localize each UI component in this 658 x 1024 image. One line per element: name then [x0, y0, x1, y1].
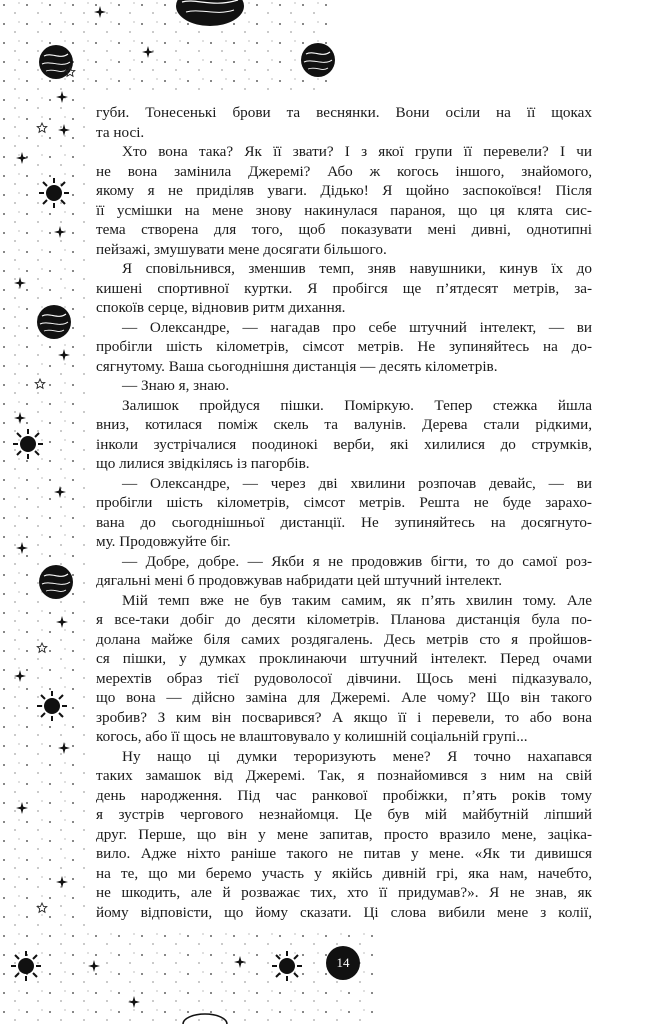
planet-icon [39, 565, 73, 599]
text-line: тема створена для того, щоб показувати мені дивні, однотипні [96, 221, 592, 238]
text-line: та носі. [96, 123, 145, 141]
text-line: губи. Тонесенькі брови та веснянки. Вони осіли на її щоках [96, 104, 592, 121]
text-line: Мій темп вже не був таким самим, як п’ять хвилин тому. Але [122, 591, 592, 609]
body-text [96, 103, 592, 922]
text-line: му. Продовжуйте біг. [96, 533, 231, 550]
text-line: пробігли шість кілометрів, сімсот метрів. Решта не буде зарахо- [96, 494, 592, 511]
text-line: — Знаю я, знаю. [122, 377, 230, 394]
text-line: — Олександре, — нагадав про себе штучний інтелект, — ви [122, 318, 592, 336]
sun-icon [272, 951, 302, 981]
text-line: пейзажі, змушувати мене досягати більшого. [96, 240, 387, 258]
text-line: долана майже біля самих роздягалень. Десь метрів сто я пройшов- [96, 630, 592, 648]
text-line: день народження. Під час ранкової пробіжки, п’ять років тому [96, 786, 592, 804]
text-line: зробив? З ким він посварився? А якщо її і перевели, то або вона [96, 708, 592, 726]
text-line: я зустрів чергового незнайомця. Це був мій майбутній ліпший [96, 806, 592, 823]
text-line: ся пішки, у думках проклинаючи штучний інтелект. Перед очами [96, 650, 592, 667]
text-line: кишені спортивної куртки. Я пробігся ще п’ятдесят метрів, за- [96, 279, 592, 297]
text-line: вана до сьогоднішньої дистанції. Не зупиняйтесь на досягнуто- [96, 513, 592, 531]
text-line: Ну нащо ці думки тероризують мене? Я точно нахапався [122, 747, 592, 765]
text-line: якому я не приділяв уваги. Дідько! Я щойно заспокоївся! Після [96, 182, 592, 199]
text-line: пробігли шість кілометрів, сімсот метрів. Не зупиняйтесь на до- [96, 338, 592, 355]
text-line: когось, або її щось не влаштовувало у колишній соціальній групі... [96, 728, 528, 745]
sun-icon [37, 691, 67, 721]
text-line: що лилися звідкілясь із пагорбів. [96, 455, 310, 472]
text-line: спокоїв серце, відновив ритм дихання. [96, 299, 346, 316]
text-line: таких замашок від Джеремі. Так, я познайомився з ним на свій [96, 767, 592, 784]
text-line: сягнутому. Ваша сьогоднішня дистанція — десять кілометрів. [96, 357, 498, 375]
text-line: не шкодить, але й розважає тих, хто її придумав?». Я не знав, як [96, 884, 592, 901]
text-line: — Добре, добре. — Якби я не продовжив бігти, то до самої роз- [122, 552, 592, 570]
sun-icon [11, 951, 41, 981]
text-line: інколи зустрічалися поодинокі верби, які хилилися до струмків, [96, 435, 592, 453]
text-line: вило. Адже ніхто раніше такого не питав у мене. «Як ти дивишся [96, 845, 592, 862]
text-line: її усмішки на мене знову накинулася параноя, що ця клята сис- [96, 201, 592, 219]
planet-icon [37, 305, 71, 339]
sun-icon [39, 178, 69, 208]
text-line: Хто вона така? Як її звати? І з якої групи її перевели? І чи [122, 143, 592, 160]
text-line: Залишок пройдуся пішки. Поміркую. Тепер стежка йшла [122, 396, 592, 414]
text-line: на те, що ми беремо участь у якійсь дивній грі, яка нам, начебто, [96, 864, 592, 882]
text-line: Я сповільнився, зменшив темп, зняв навушники, кинув їх до [122, 260, 592, 277]
text-line: друг. Перше, що він у мене запитав, просто вразило мене, зацікa- [96, 825, 592, 843]
text-line: мерехтів образ тієї рудоволосої дівчини. Щось мені підказувало, [96, 669, 592, 687]
text-line: що вона — дійсно заміна для Джеремі. Але чому? Що він такого [96, 689, 592, 706]
planet-icon [301, 43, 335, 77]
text-line: дягальні мені б продовжував набридати цей штучний інтелект. [96, 572, 502, 589]
sun-icon [13, 429, 43, 459]
text-line: не вона замінила Джеремі? Або ж когось іншого, знайомого, [96, 162, 592, 180]
page-number: 14 [326, 946, 360, 980]
text-line: йому відповісти, що йому сказати. Ці слова вибили мене з колії, [96, 903, 592, 921]
text-line: — Олександре, — через дві хвилини розпочав девайс, — ви [122, 474, 592, 492]
text-line: вниз, котилася поміж скель та валунів. Дерева стали рідкими, [96, 416, 592, 433]
text-line: я все-таки добіг до десяти кілометрів. Планова дистанція була по- [96, 611, 592, 628]
